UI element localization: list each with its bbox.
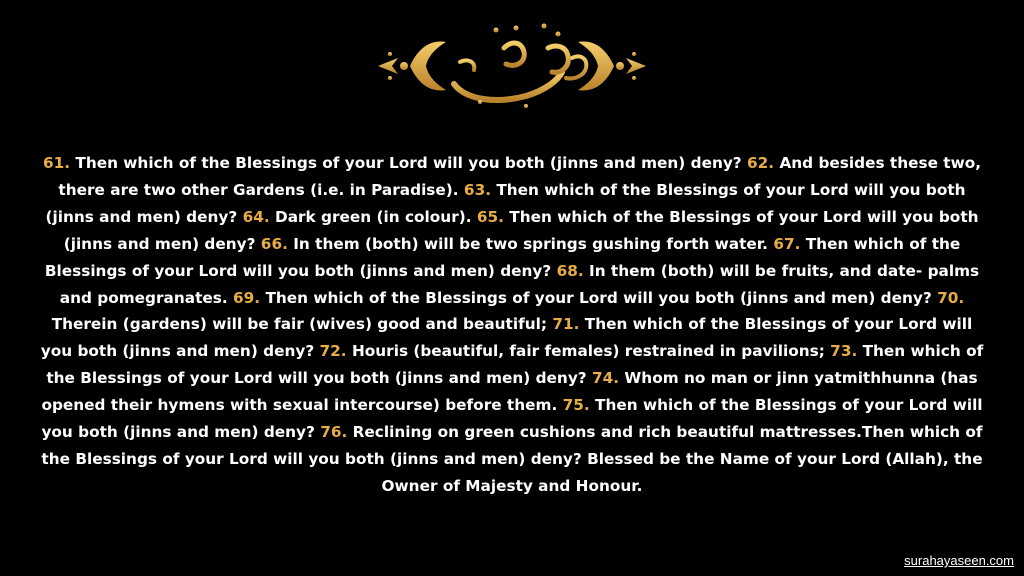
- verse-number: 72.: [319, 342, 347, 361]
- calligraphy-strokes: [454, 34, 586, 100]
- verse-number: 63.: [463, 180, 492, 199]
- verse-number: 62.: [747, 154, 775, 172]
- verse-text: Whom no man or jinn yatmithhunna (has opened their hymens with sexual intercourse) before them.: [41, 369, 978, 415]
- verse-number: 73.: [830, 342, 858, 361]
- verse-text: Dark green (in colour).: [269, 207, 477, 226]
- verse-number: 68.: [556, 261, 584, 280]
- verse-text: Then which of the Blessings of your Lord will you both (jinns and men) deny?: [260, 288, 938, 307]
- verse-text: Then which of the Blessings of your Lord will you both (jinns and men) deny?: [70, 154, 748, 172]
- verse-text: In them (both) will be fruits, and date- palms and pomegranates.: [59, 261, 980, 307]
- verse-number: 61.: [42, 154, 71, 172]
- verse-number: 74.: [592, 369, 620, 388]
- verse-text: And besides these two, there are two other Gardens (i.e. in Paradise).: [58, 154, 982, 199]
- arabic-calligraphy-emblem-icon: [376, 14, 648, 114]
- verse-number: 76.: [320, 423, 348, 442]
- surah-title-emblem: [376, 14, 648, 114]
- verse-text: Then which of the Blessings of your Lord will you both (jinns and men) deny?: [41, 396, 983, 442]
- verse-text: Then which of the Blessings of your Lord will you both (jinns and men) deny?: [45, 180, 966, 226]
- verse-text: Then which of the Blessings of your Lord will you both (jinns and men) deny?: [40, 315, 973, 361]
- verse-number: 69.: [233, 288, 261, 307]
- verse-number: 64.: [242, 207, 270, 226]
- verse-number: 67.: [773, 234, 801, 253]
- verse-text: Then which of the Blessings of your Lord will you both (jinns and men) deny?: [44, 234, 961, 280]
- verse-number: 71.: [552, 315, 580, 334]
- verse-text: In them (both) will be two springs gushing forth water.: [287, 234, 774, 253]
- verse-number: 70.: [937, 288, 965, 307]
- verse-number: 66.: [260, 234, 288, 253]
- verse-text: Then which of the Blessings of your Lord will you both (jinns and men) deny?: [46, 342, 984, 388]
- verse-text: Reclining on green cushions and rich beautiful mattresses.Then which of the Blessings of your Lord will you both (jinns and men) deny? Blessed be the Name of your Lord (Allah), the Owner of Majesty and Honour.: [41, 423, 983, 495]
- verse-text: Then which of the Blessings of your Lord will you both (jinns and men) deny?: [63, 207, 979, 253]
- verse-text: Houris (beautiful, fair females) restrained in pavilions;: [346, 342, 831, 361]
- verse-number: 65.: [476, 207, 504, 226]
- left-ornament-icon: [378, 42, 446, 91]
- verse-paragraph: [36, 150, 988, 500]
- website-watermark-link[interactable]: surahayaseen.com: [904, 553, 1014, 568]
- verse-text: Therein (gardens) will be fair (wives) good and beautiful;: [51, 315, 553, 334]
- verse-number: 75.: [562, 396, 590, 415]
